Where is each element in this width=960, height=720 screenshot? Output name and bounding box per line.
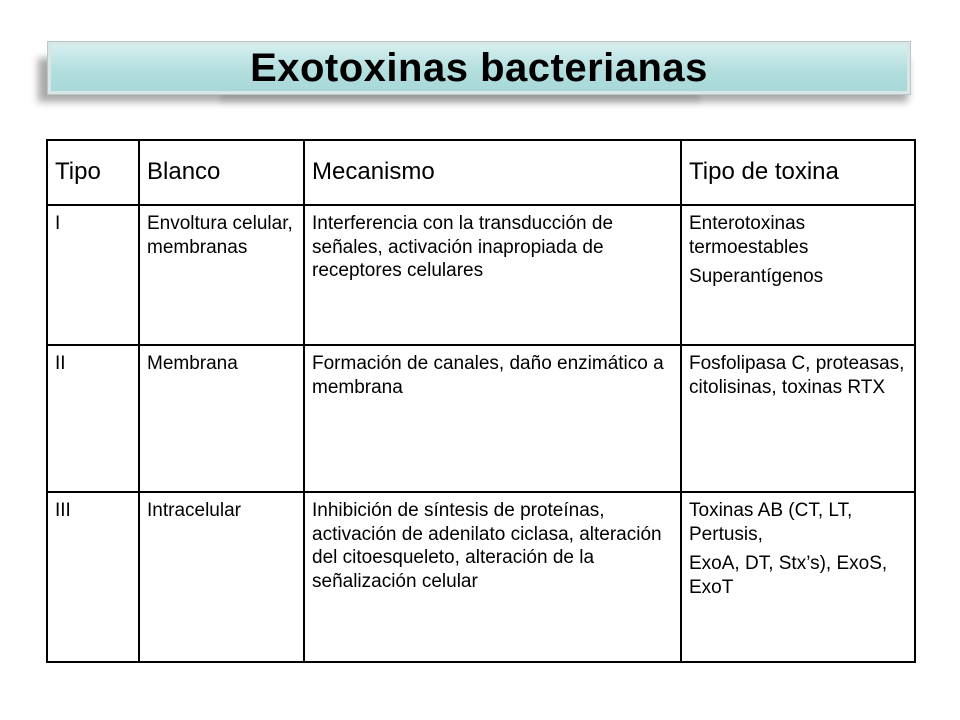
page-title: Exotoxinas bacterianas — [250, 45, 708, 90]
cell-tipo: III — [47, 492, 139, 662]
cell-mecanismo: Inhibición de síntesis de proteínas, activación de adenilato ciclasa, alteración del citoesqueleto, alteración de la señalización celular — [304, 492, 681, 662]
toxin-table-wrapper — [46, 139, 914, 663]
table-row — [47, 345, 915, 492]
toxina-line: Enterotoxinas termoestables — [689, 213, 809, 258]
table-row — [47, 205, 915, 345]
header-mecanismo: Mecanismo — [304, 140, 681, 205]
toxina-line: Superantígenos — [689, 266, 824, 287]
header-tipo-de-toxina: Tipo de toxina — [681, 140, 915, 205]
header-blanco: Blanco — [139, 140, 304, 205]
header-tipo: Tipo — [47, 140, 139, 205]
title-banner — [48, 42, 910, 94]
cell-mecanismo: Interferencia con la transducción de señales, activación inapropiada de receptores celulares — [304, 205, 681, 345]
cell-toxina — [681, 345, 915, 492]
toxina-line: ExoA, DT, Stx’s), ExoS, ExoT — [689, 553, 888, 598]
toxina-line: Fosfolipasa C, proteasas, citolisinas, toxinas RTX — [689, 353, 905, 398]
toxin-table — [46, 139, 916, 663]
cell-toxina — [681, 492, 915, 662]
title-reflection — [220, 92, 700, 106]
table-header-row — [47, 140, 915, 205]
cell-tipo: I — [47, 205, 139, 345]
cell-mecanismo: Formación de canales, daño enzimático a membrana — [304, 345, 681, 492]
table-row — [47, 492, 915, 662]
cell-blanco: Membrana — [139, 345, 304, 492]
toxina-line: Toxinas AB (CT, LT, Pertusis, — [689, 500, 853, 545]
cell-tipo: II — [47, 345, 139, 492]
cell-toxina — [681, 205, 915, 345]
cell-blanco: Intracelular — [139, 492, 304, 662]
cell-blanco: Envoltura celular, membranas — [139, 205, 304, 345]
